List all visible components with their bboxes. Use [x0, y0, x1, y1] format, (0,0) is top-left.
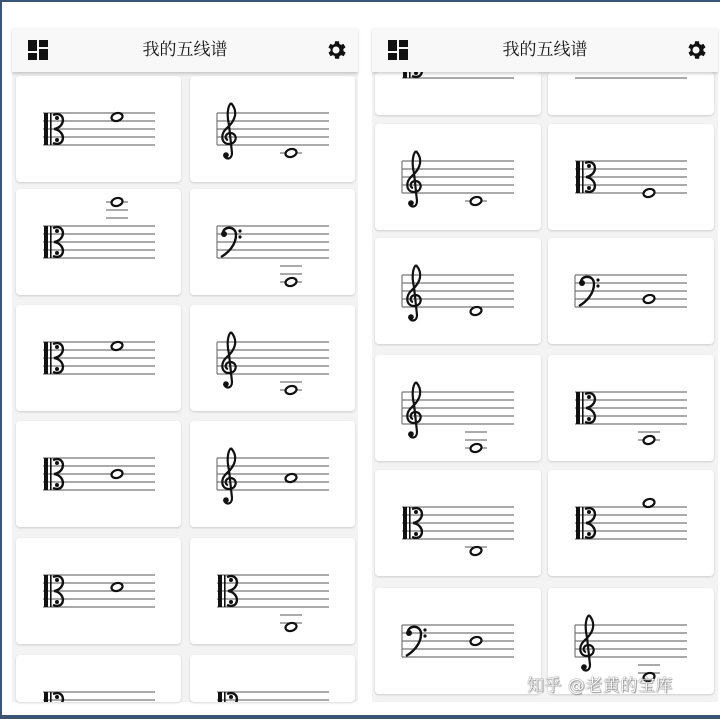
- music-staff: [16, 538, 181, 644]
- alto-clef-bar: [409, 72, 411, 78]
- alto-clef-icon: [403, 72, 422, 78]
- alto-clef-dot: [414, 532, 418, 536]
- app-bar: [372, 28, 718, 72]
- treble-clef-stroke: [407, 265, 420, 321]
- alto-clef-dot: [587, 395, 591, 399]
- treble-clef-dot: [581, 664, 587, 670]
- staff-card[interactable]: [548, 355, 714, 461]
- whole-note: [285, 148, 298, 158]
- bass-clef-dot: [406, 630, 412, 636]
- alto-clef-bar: [582, 161, 584, 193]
- treble-clef-stroke: [222, 103, 235, 159]
- treble-clef-stroke: [580, 615, 593, 671]
- alto-clef-bar: [44, 113, 48, 145]
- alto-clef-dot: [414, 72, 418, 75]
- alto-clef-bar: [44, 692, 48, 702]
- music-staff: [190, 189, 355, 295]
- music-staff-content: [575, 392, 687, 445]
- music-staff: [548, 470, 714, 576]
- music-staff: [16, 655, 181, 702]
- music-staff: [190, 421, 355, 527]
- alto-clef-dot: [229, 578, 233, 582]
- alto-clef-dot: [55, 367, 59, 371]
- music-staff-content: [575, 72, 687, 78]
- alto-clef-bar: [576, 392, 580, 424]
- bass-clef-dot: [238, 235, 241, 238]
- treble-clef-icon: [407, 151, 420, 207]
- staff-card[interactable]: [548, 124, 714, 230]
- treble-clef-stroke: [407, 151, 420, 207]
- whole-note: [470, 636, 483, 646]
- alto-clef-bar: [224, 575, 226, 607]
- music-staff: [375, 238, 541, 344]
- music-staff-content: [402, 151, 514, 207]
- music-staff-content: [402, 265, 514, 321]
- treble-clef-dot: [408, 200, 414, 206]
- music-staff-content: [217, 103, 329, 159]
- music-staff-content: [575, 275, 687, 307]
- alto-clef-bar: [50, 692, 52, 702]
- app-bar: [12, 28, 358, 72]
- treble-clef-icon: [407, 382, 420, 438]
- treble-clef-icon: [222, 332, 235, 388]
- staff-card[interactable]: [190, 421, 355, 527]
- alto-clef-bar: [50, 113, 52, 145]
- staff-card[interactable]: [190, 538, 355, 644]
- treble-clef-icon: [222, 448, 235, 504]
- music-staff-content: [402, 72, 514, 78]
- alto-clef-bar: [44, 226, 48, 258]
- music-staff: [190, 305, 355, 411]
- staff-card[interactable]: [375, 355, 541, 461]
- frame-border-bottom: [0, 715, 720, 719]
- alto-clef-bar: [50, 226, 52, 258]
- staff-card[interactable]: [375, 470, 541, 576]
- alto-clef-bar: [44, 575, 48, 607]
- alto-clef-bar: [576, 507, 580, 539]
- alto-clef-bar: [403, 507, 407, 539]
- staff-card[interactable]: [190, 189, 355, 295]
- alto-clef-dot: [55, 251, 59, 255]
- alto-clef-dot: [55, 116, 59, 120]
- music-staff: [375, 124, 541, 230]
- alto-clef-dot: [587, 532, 591, 536]
- staff-card[interactable]: [548, 470, 714, 576]
- alto-clef-bar: [576, 161, 580, 193]
- music-staff-content: [217, 332, 329, 395]
- music-staff-content: [575, 498, 687, 539]
- treble-clef-stroke: [222, 332, 235, 388]
- alto-clef-bar: [50, 575, 52, 607]
- whole-note: [470, 196, 483, 206]
- whole-note: [470, 443, 483, 453]
- bass-clef-dot: [596, 284, 599, 287]
- staff-card[interactable]: [190, 305, 355, 411]
- alto-clef-bar: [50, 342, 52, 374]
- music-staff-content: [402, 507, 514, 556]
- music-staff-content: [43, 197, 155, 258]
- music-staff-content: [43, 341, 155, 374]
- music-staff-content: [217, 226, 329, 287]
- music-staff-content: [217, 448, 329, 504]
- music-staff-content: [217, 575, 329, 632]
- music-staff-content: [43, 692, 155, 702]
- gear-icon[interactable]: [324, 38, 348, 62]
- music-staff-content: [43, 112, 155, 145]
- staff-card[interactable]: [375, 238, 541, 344]
- music-staff: [548, 238, 714, 344]
- music-staff: [548, 72, 714, 115]
- staff-card[interactable]: [190, 76, 355, 182]
- bass-clef-dot: [238, 229, 241, 232]
- treble-clef-dot: [408, 431, 414, 437]
- music-staff: [190, 655, 355, 702]
- whole-note: [111, 197, 124, 207]
- alto-clef-dot: [229, 600, 233, 604]
- music-staff: [16, 305, 181, 411]
- alto-clef-dot: [55, 483, 59, 487]
- music-staff-content: [43, 458, 155, 490]
- music-staff: [548, 124, 714, 230]
- alto-clef-dot: [587, 186, 591, 190]
- staff-card[interactable]: [16, 538, 181, 644]
- alto-clef-bar: [582, 392, 584, 424]
- staff-card[interactable]: [16, 76, 181, 182]
- whole-note: [111, 469, 124, 479]
- whole-note: [643, 294, 656, 304]
- whole-note: [285, 277, 298, 287]
- music-staff-content: [575, 615, 687, 682]
- alto-clef-dot: [587, 510, 591, 514]
- music-staff: [16, 421, 181, 527]
- bass-clef-dot: [579, 280, 585, 286]
- bass-clef-dot: [221, 231, 227, 237]
- music-staff: [375, 72, 541, 115]
- treble-clef-dot: [223, 497, 229, 503]
- treble-clef-stroke: [407, 382, 420, 438]
- treble-clef-dot: [223, 152, 229, 158]
- treble-clef-dot: [408, 314, 414, 320]
- music-staff: [375, 588, 541, 694]
- phone-screen-left: [12, 28, 358, 702]
- alto-clef-bar: [582, 507, 584, 539]
- alto-clef-dot: [55, 138, 59, 142]
- staff-card-grid: [12, 72, 358, 702]
- music-staff: [16, 189, 181, 295]
- music-staff-content: [402, 625, 514, 657]
- treble-clef-icon: [407, 265, 420, 321]
- alto-clef-dot: [229, 695, 233, 699]
- frame-border-top: [0, 0, 720, 2]
- page-title: 我的五线谱: [142, 40, 228, 60]
- alto-clef-dot: [55, 600, 59, 604]
- alto-clef-bar: [218, 692, 222, 702]
- staff-card[interactable]: [190, 655, 355, 702]
- music-staff-content: [402, 382, 514, 453]
- alto-clef-dot: [55, 578, 59, 582]
- gear-icon[interactable]: [684, 38, 708, 62]
- staff-card[interactable]: [16, 305, 181, 411]
- alto-clef-bar: [224, 692, 226, 702]
- music-staff: [16, 76, 181, 182]
- music-staff: [375, 470, 541, 576]
- music-staff: [548, 355, 714, 461]
- music-staff: [375, 355, 541, 461]
- music-staff-content: [575, 161, 687, 198]
- staff-card[interactable]: [548, 238, 714, 344]
- alto-clef-dot: [55, 461, 59, 465]
- whole-note: [285, 385, 298, 395]
- music-staff-content: [217, 692, 329, 702]
- treble-clef-stroke: [222, 448, 235, 504]
- alto-clef-dot: [55, 695, 59, 699]
- phone-screen-right: [372, 28, 718, 702]
- whole-note: [643, 188, 656, 198]
- alto-clef-dot: [414, 510, 418, 514]
- staff-card[interactable]: [375, 124, 541, 230]
- bass-clef-dot: [423, 628, 426, 631]
- alto-clef-dot: [55, 345, 59, 349]
- bass-clef-dot: [423, 634, 426, 637]
- staff-card[interactable]: [375, 72, 541, 115]
- alto-clef-dot: [587, 417, 591, 421]
- music-staff: [190, 538, 355, 644]
- staff-card[interactable]: [16, 655, 181, 702]
- staff-card[interactable]: [16, 421, 181, 527]
- staff-card-grid: [372, 72, 718, 702]
- alto-clef-bar: [50, 458, 52, 490]
- alto-clef-bar: [218, 575, 222, 607]
- treble-clef-icon: [222, 103, 235, 159]
- alto-clef-bar: [44, 458, 48, 490]
- alto-clef-dot: [587, 164, 591, 168]
- alto-clef-bar: [409, 507, 411, 539]
- whole-note: [643, 435, 656, 445]
- staff-card[interactable]: [375, 588, 541, 694]
- bass-clef-dot: [596, 278, 599, 281]
- alto-clef-dot: [55, 229, 59, 233]
- music-staff-content: [43, 575, 155, 607]
- page-title: 我的五线谱: [502, 40, 588, 60]
- alto-clef-bar: [403, 72, 407, 78]
- alto-clef-bar: [44, 342, 48, 374]
- staff-card[interactable]: [548, 72, 714, 115]
- treble-clef-icon: [580, 615, 593, 671]
- music-staff: [190, 76, 355, 182]
- treble-clef-dot: [223, 381, 229, 387]
- staff-card[interactable]: [16, 189, 181, 295]
- watermark: 知乎 @老黄的宝库: [527, 676, 673, 696]
- frame-border-left: [0, 0, 2, 719]
